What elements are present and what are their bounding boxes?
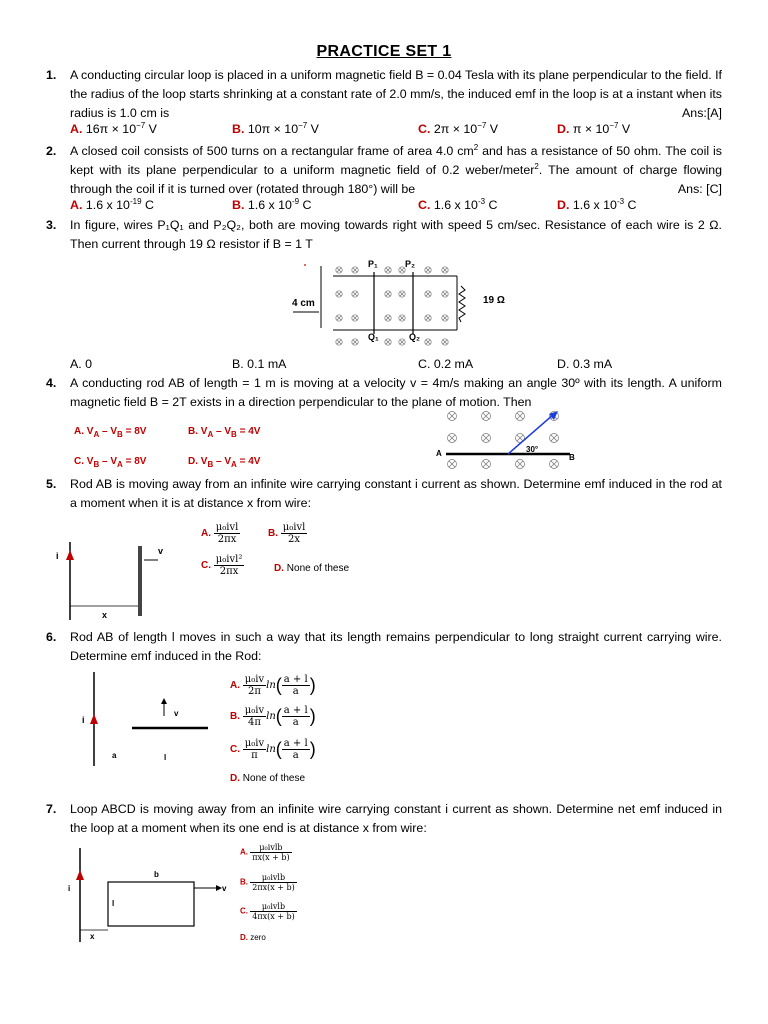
option-c[interactable]: C. $\frac{\text{μ₀iv}}{\pi}$ ln( $\frac{a + l}{a}$ ) [230, 738, 316, 761]
question-6 [46, 628, 722, 666]
label-b: B [569, 453, 575, 462]
option-c[interactable]: C. $V_B - V_A = 8V$ [74, 456, 147, 469]
option-c[interactable]: C. 0.2 mA [418, 357, 474, 371]
current-arrow [66, 550, 74, 560]
option-c[interactable]: C. $2\pi \times 10^{-7}$ V [418, 120, 499, 136]
rails-figure [285, 256, 525, 356]
options-q2 [70, 198, 720, 216]
option-b[interactable]: B. 1.6 x $10^{-9}$ C [232, 196, 312, 212]
option-a[interactable]: A. 0 [70, 357, 93, 371]
question-number: 2. [46, 144, 57, 158]
option-a[interactable]: A. $\frac{\text{μ₀ivl}}{2\pi x}$ [201, 522, 239, 545]
label-q2: Q₂ [409, 332, 420, 342]
question-number: 7. [46, 802, 57, 816]
label-resistor: 19 Ω [483, 295, 505, 306]
option-b[interactable]: B. $\frac{\text{μ₀iv}}{4\pi}$ ln( $\frac{a + l}{a}$ ) [230, 705, 316, 728]
label-l: l [112, 899, 115, 908]
rod [138, 546, 142, 616]
label-a: a [112, 751, 117, 760]
option-b[interactable]: B. $\frac{\text{μ₀ivl}}{2x}$ [268, 522, 306, 545]
label-x: x [102, 610, 108, 620]
option-a[interactable]: A. $16\pi \times 10^{-7}$ V [70, 120, 157, 136]
current-arrow [76, 870, 84, 880]
option-a[interactable]: A. 1.6 x $10^{-19}$ C [70, 196, 154, 212]
question-text: In figure, wires P₁Q₁ and P₂Q₂, both are moving towards right with speed 5 cm/sec. Resistance of each wire is 2 Ω. Then current through 19 Ω resistor if B = 1 T [70, 218, 722, 251]
option-a[interactable]: A. $\frac{\text{μ₀iv}}{2\pi}$ ln( $\frac{a + l}{a}$ ) [230, 674, 316, 697]
options-q1 [70, 122, 720, 140]
question-4 [46, 374, 722, 412]
label-a: A [436, 449, 442, 458]
current-arrow [90, 714, 98, 724]
label-l: l [164, 753, 167, 762]
option-d[interactable]: D. 0.3 mA [557, 357, 613, 371]
question-1 [46, 66, 722, 122]
question-3 [46, 216, 722, 254]
question-number: 5. [46, 477, 57, 491]
question-text: A conducting circular loop is placed in a uniform magnetic field B = 0.04 Tesla with its plane perpendicular to the field. If the radius of the loop starts shrinking at a constant rate of 2.0 mm/s, the induced emf in the loop is at a instant when its radius is 1.0 cm is Ans:[A] [70, 66, 722, 122]
answer-key: Ans:[A] [682, 105, 722, 120]
label-v: v [158, 546, 164, 556]
magnetic-field-crosses [448, 412, 559, 469]
label-v: v [174, 709, 179, 718]
option-d[interactable]: D. None of these [274, 563, 350, 574]
question-text: Rod AB is moving away from an infinite wire carrying constant i current as shown. Determine emf induced in the rod at a moment when it is at distance x from wire: [70, 477, 722, 510]
question-number: 6. [46, 630, 57, 644]
question-text: A closed coil consists of 500 turns on a rectangular frame of area 4.0 $cm^2$ and has a resistance of 50 ohm. The coil is kept with its plane perpendicular to a uniform magnetic field of 0.2 weber/meter$^2$. The amount of charge flowing through the coil if it is turned over (rotated through 180°) will be Ans: [C] [70, 142, 722, 198]
question-5 [46, 475, 722, 513]
option-d[interactable]: D. 1.6 x $10^{-3}$ C [557, 196, 637, 212]
option-a[interactable]: A. $\frac{\text{μ₀ivlb}}{\pi x(x + b)}$ [240, 843, 290, 862]
option-c[interactable]: C. 1.6 x $10^{-3}$ C [418, 196, 498, 212]
label-b: b [154, 870, 159, 879]
wire-loop-figure [64, 846, 234, 944]
question-text: Loop ABCD is moving away from an infinite wire carrying constant i current as shown. Determine net emf induced in the loop at a moment when its one end is at distance x from wire: [70, 802, 722, 835]
option-b[interactable]: B. $10\pi \times 10^{-7}$ V [232, 120, 319, 136]
question-text: Rod AB of length l moves in such a way that its length remains perpendicular to long straight current carrying wire. Determine emf induced in the Rod: [70, 630, 722, 663]
question-number: 3. [46, 218, 57, 232]
wire-rod-figure-2 [72, 668, 222, 768]
option-b[interactable]: B. 0.1 mA [232, 357, 287, 371]
magnetic-field-crosses [336, 267, 448, 345]
label-x: x [90, 932, 95, 941]
label-p2: P₂ [405, 259, 416, 269]
option-d[interactable]: D. None of these [230, 773, 306, 784]
label-i: i [82, 715, 85, 725]
option-b[interactable]: B. $V_A - V_B = 4V$ [188, 426, 261, 439]
question-number: 1. [46, 68, 57, 82]
label-i: i [56, 551, 59, 561]
label-p1: P₁ [368, 259, 378, 269]
option-c[interactable]: C. $\frac{\text{μ₀ivl²}}{2\pi x}$ [201, 554, 243, 577]
page-title: PRACTICE SET 1 [316, 43, 452, 60]
options-q3 [70, 357, 720, 375]
question-7 [46, 800, 722, 838]
label-v: v [222, 884, 227, 893]
resistor-symbol [459, 286, 465, 322]
label-q1: Q₁ [368, 332, 379, 342]
option-d[interactable]: D. $V_B - V_A = 4V$ [188, 456, 261, 469]
wire-rod-figure [50, 540, 180, 622]
option-b[interactable]: B. $\frac{\text{μ₀ivlb}}{2\pi x(x + b)}$ [240, 873, 295, 892]
label-angle: 30° [526, 445, 539, 454]
rod-ab-figure [430, 408, 590, 474]
label-i: i [68, 884, 71, 893]
question-text: A conducting rod AB of length = 1 m is moving at a velocity v = 4m/s making an angle 30º with its length. A uniform magnetic field B = 2T exists in a direction perpendicular to the plane of motion. Then [70, 376, 722, 409]
option-a[interactable]: A. $V_A - V_B = 8V$ [74, 426, 147, 439]
question-number: 4. [46, 376, 57, 390]
option-c[interactable]: C. $\frac{\text{μ₀ivlb}}{4\pi x(x + b)}$ [240, 902, 295, 921]
option-d[interactable]: D. $\pi \times 10^{-7}$ V [557, 120, 631, 136]
answer-key: Ans: [C] [677, 181, 722, 196]
option-d[interactable]: D. zero [240, 933, 266, 942]
label-width: 4 cm [292, 298, 315, 309]
loop-abcd [108, 882, 194, 926]
question-2 [46, 142, 722, 198]
